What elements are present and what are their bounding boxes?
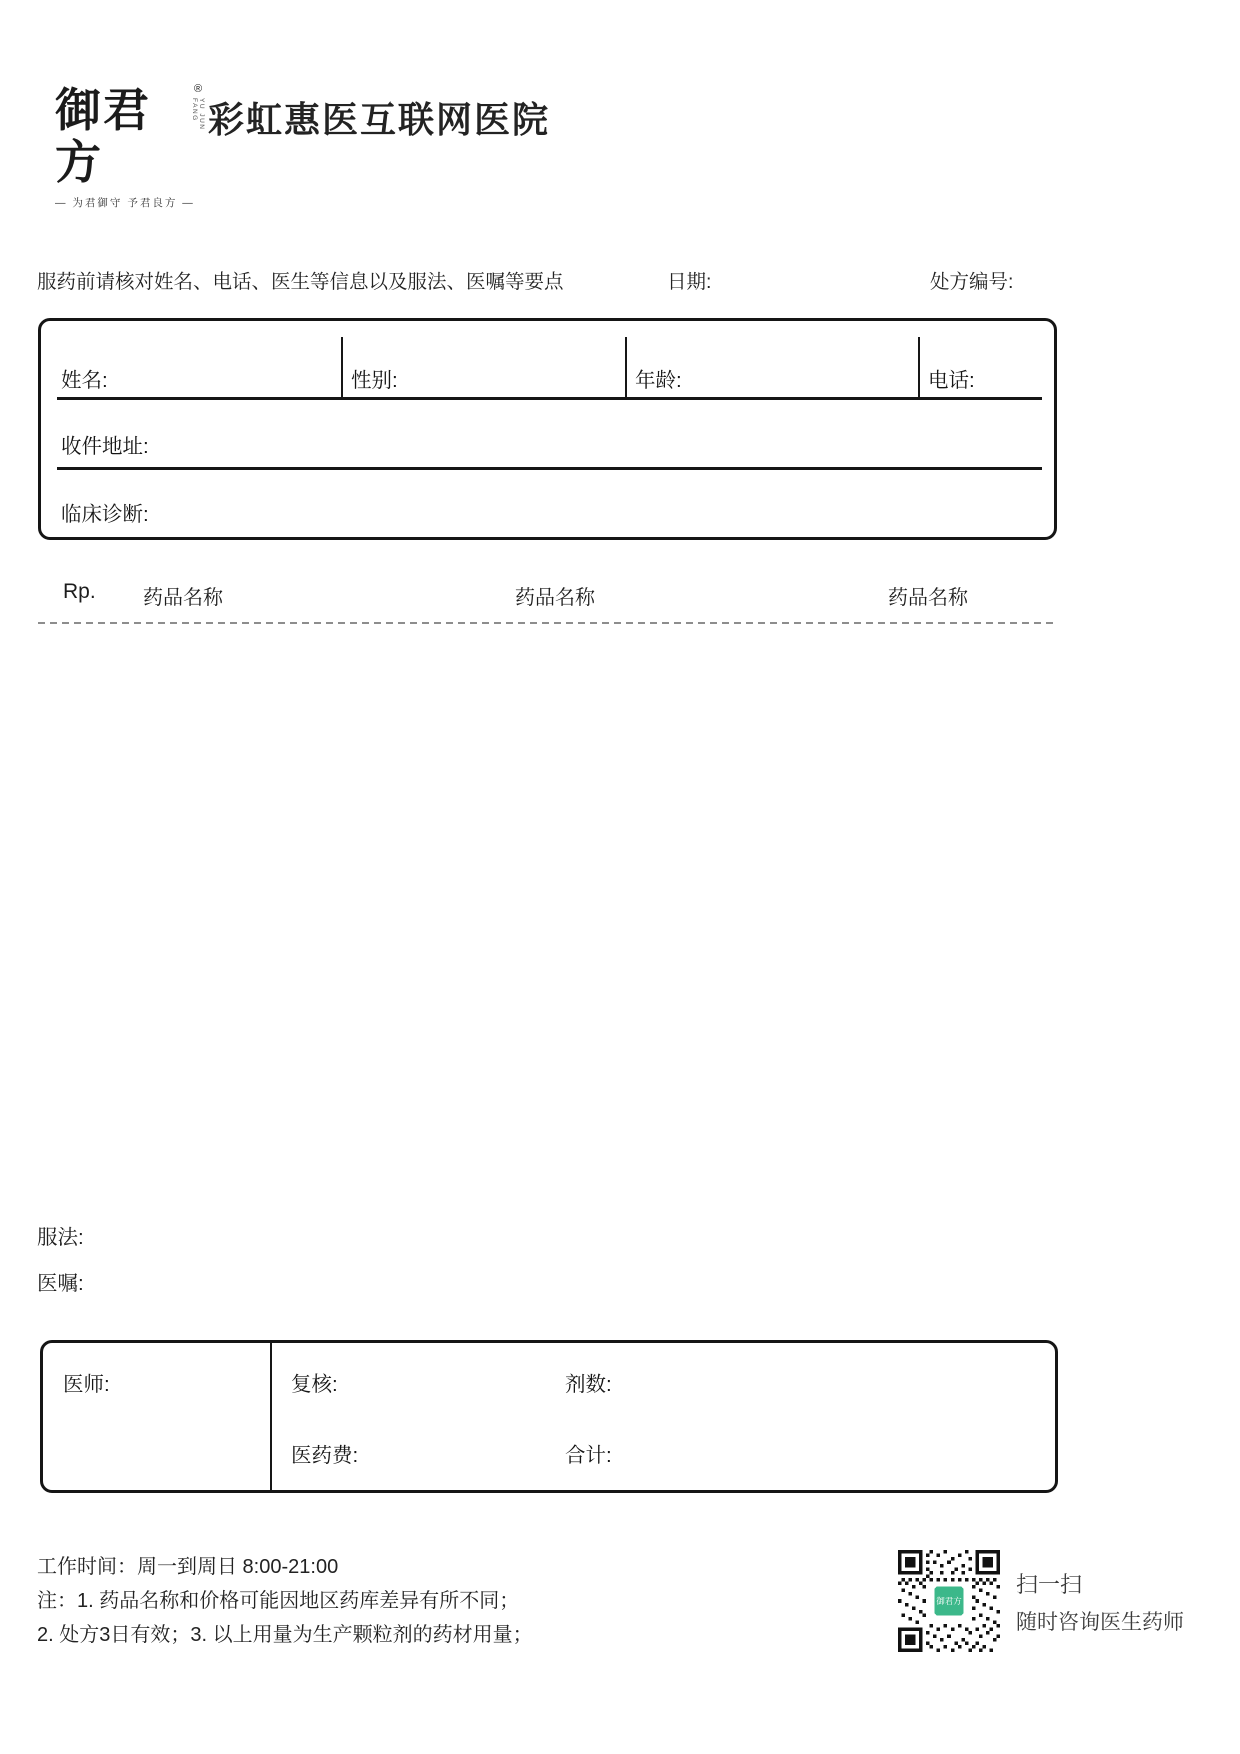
drug-column-header-3: 药品名称 — [888, 587, 968, 609]
qr-center-text: 御君方 — [936, 1595, 962, 1606]
review-label: 复核: — [291, 1373, 338, 1396]
usage-label: 服法: — [37, 1226, 84, 1249]
brand-logo-romanized: YU JUN FANG — [191, 98, 205, 131]
doses-label: 剂数: — [565, 1373, 612, 1396]
phone-label: 电话: — [928, 369, 975, 392]
cell-divider — [270, 1343, 272, 1490]
hospital-title: 彩虹惠医互联网医院 — [208, 99, 551, 140]
address-label: 收件地址: — [61, 435, 149, 458]
registered-mark: ® — [193, 83, 203, 95]
note-line-2: 2. 处方3日有效；3. 以上用量为生产颗粒剂的药材用量； — [37, 1624, 533, 1646]
total-label: 合计: — [565, 1444, 612, 1467]
patient-info-box — [38, 318, 1057, 540]
footer-notes — [37, 1550, 533, 1652]
cell-divider — [918, 337, 920, 397]
row-divider — [57, 467, 1042, 470]
qr-consult-label: 随时咨询医生药师 — [1016, 1611, 1184, 1634]
doctor-label: 医师: — [63, 1373, 110, 1396]
date-label: 日期: — [667, 271, 712, 293]
brand-logo — [55, 84, 205, 210]
fee-label: 医药费: — [291, 1444, 359, 1467]
brand-logo-side — [191, 84, 205, 138]
advice-label: 医嘱: — [37, 1272, 84, 1295]
qr-captions — [1016, 1572, 1184, 1636]
brand-tagline: — 为君御守 予君良方 — — [55, 197, 195, 209]
qr-scan-label: 扫一扫 — [1016, 1572, 1083, 1597]
name-label: 姓名: — [61, 369, 108, 392]
rp-header-row — [0, 580, 1240, 608]
brand-logo-text: 御君方 — [55, 83, 151, 189]
age-label: 年龄: — [635, 369, 682, 392]
cell-divider — [625, 337, 627, 397]
work-hours-text: 工作时间：周一到周日 8:00-21:00 — [37, 1556, 339, 1578]
qr-code — [898, 1550, 1000, 1652]
rp-label: Rp. — [63, 580, 96, 603]
rx-number-label: 处方编号: — [930, 271, 1014, 293]
drug-column-header-1: 药品名称 — [143, 587, 223, 609]
diagnosis-label: 临床诊断: — [61, 503, 149, 526]
note-line-1: 注：1. 药品名称和价格可能因地区药库差异有所不同； — [37, 1590, 520, 1612]
notice-row — [0, 266, 1240, 292]
cell-divider — [341, 337, 343, 397]
signature-box — [40, 1340, 1058, 1493]
row-divider — [57, 397, 1042, 400]
gender-label: 性别: — [351, 369, 398, 392]
drug-column-header-2: 药品名称 — [515, 587, 595, 609]
rx-dashed-divider — [38, 622, 1057, 624]
notice-text: 服药前请核对姓名、电话、医生等信息以及服法、医嘱等要点 — [37, 271, 564, 293]
